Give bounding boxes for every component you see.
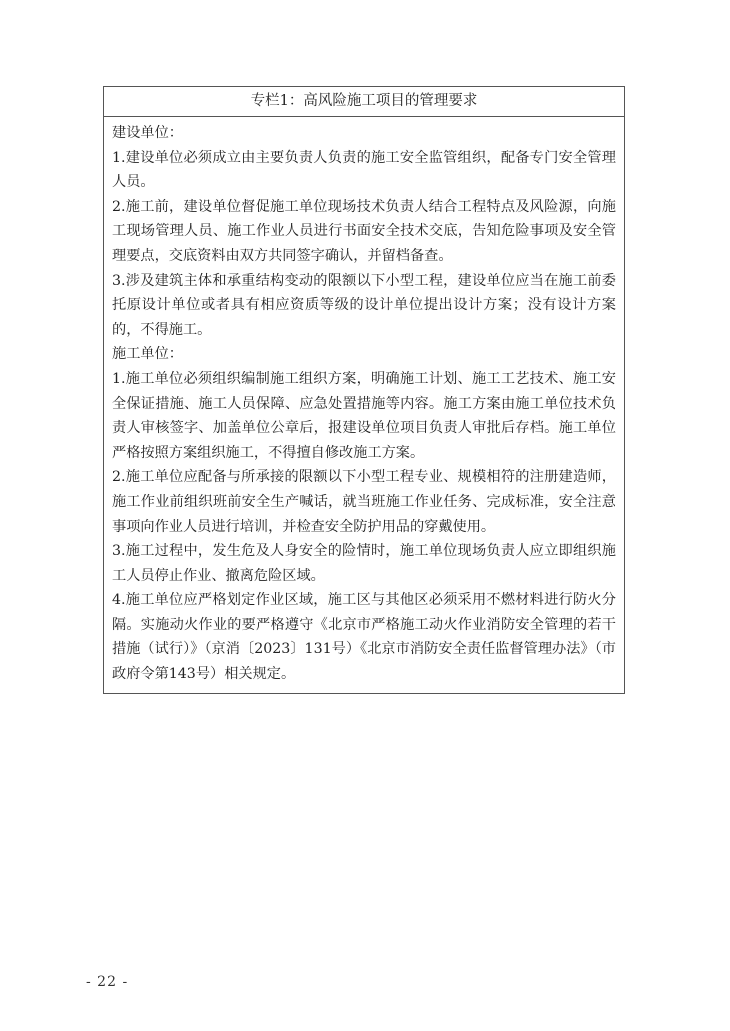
special-column-body <box>104 117 624 693</box>
contractor-item-1: 1.施工单位必须组织编制施工组织方案，明确施工计划、施工工艺技术、施工安全保证措施、施工人员保障、应急处置措施等内容。施工方案由施工单位技术负责人审核签字、加盖单位公章后，报建设单位项目负责人审批后存档。施工单位严格按照方案组织施工，不得擅自修改施工方案。 <box>112 370 616 461</box>
contractor-item-4: 4.施工单位应严格划定作业区域，施工区与其他区必须采用不燃材料进行防火分隔。实施动火作业的要严格遵守《北京市严格施工动火作业消防安全管理的若干措施（试行）》（京消〔2023〕131号）《北京市消防安全责任监督管理办法》（市政府令第143号）相关规定。 <box>112 592 616 683</box>
page-number: - 22 - <box>86 974 129 990</box>
construction-unit-item-3: 3.涉及建筑主体和承重结构变动的限额以下小型工程，建设单位应当在施工前委托原设计单位或者具有相应资质等级的设计单位提出设计方案；没有设计方案的，不得施工。 <box>112 272 616 338</box>
special-column-title: 专栏1：高风险施工项目的管理要求 <box>104 87 624 117</box>
contractor-item-3: 3.施工过程中，发生危及人身安全的险情时，施工单位现场负责人应立即组织施工人员停止作业、撤离危险区域。 <box>112 543 616 584</box>
contractor-item-2: 2.施工单位应配备与所承接的限额以下小型工程专业、规模相符的注册建造师，施工作业前组织班前安全生产喊话，就当班施工作业任务、完成标准，安全注意事项向作业人员进行培训，并检查安全防护用品的穿戴使用。 <box>112 469 616 535</box>
construction-unit-item-2: 2.施工前，建设单位督促施工单位现场技术负责人结合工程特点及风险源，向施工现场管理人员、施工作业人员进行书面安全技术交底，告知危险事项及安全管理要点，交底资料由双方共同签字确认，并留档备查。 <box>112 198 616 264</box>
section-heading-construction-unit: 建设单位： <box>112 125 183 141</box>
section-heading-contractor: 施工单位： <box>112 346 183 363</box>
construction-unit-item-1: 1.建设单位必须成立由主要负责人负责的施工安全监管组织，配备专门安全管理人员。 <box>112 149 616 191</box>
special-column-box <box>103 86 625 694</box>
